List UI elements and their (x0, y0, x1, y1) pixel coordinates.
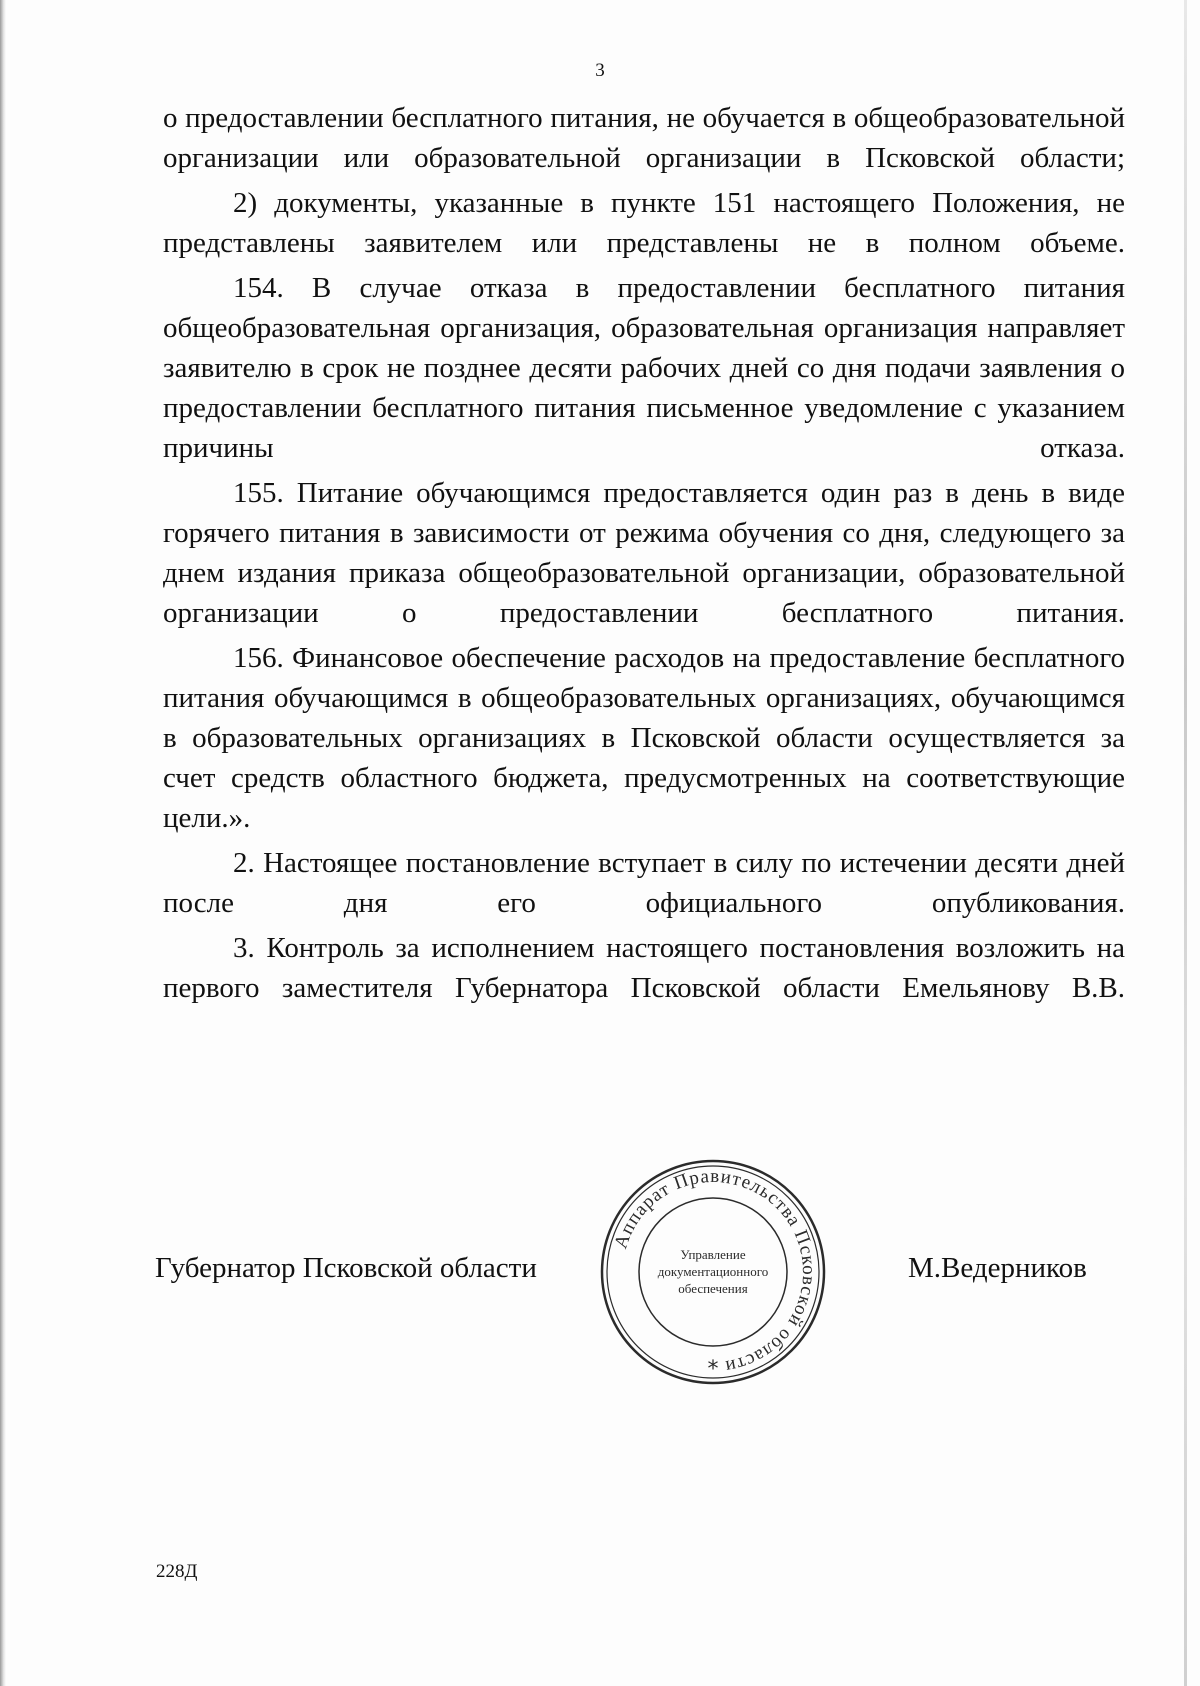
paragraph-continuation: о предоставлении бесплатного питания, не обучается в общеобразовательной организации или образовательной организации в Псковской области; (163, 102, 1125, 174)
scan-edge-right (1184, 0, 1187, 1686)
signatory-title: Губернатор Псковской области (155, 1252, 537, 1284)
official-seal (598, 1157, 828, 1387)
paragraph-clause-2: 2. Настоящее постановление вступает в силу по истечении десяти дней после дня его официального опубликования. (163, 847, 1125, 919)
paragraph-155: 155. Питание обучающимся предоставляется один раз в день в виде горячего питания в зависимости от режима обучения со дня, следующего за днем издания приказа общеобразовательной организации, образовательной организации о предоставлении бесплатного питания. (163, 477, 1125, 629)
seal-inner-line-2: документационного (657, 1264, 769, 1279)
paragraph-156: 156. Финансовое обеспечение расходов на предоставление бесплатного питания обучающимся в общеобразовательных организациях, обучающимся в образовательных организациях в Псковской области осуществляется за счет средств областного бюджета, предусмотренных на соответствующие цели.». (163, 642, 1125, 834)
page-number: 3 (595, 60, 605, 81)
paragraph-154: 154. В случае отказа в предоставлении бесплатного питания общеобразовательная организация, образовательная организация направляет заявителю в срок не позднее десяти рабочих дней со дня подачи заявления о предоставлении бесплатного питания письменное уведомление с указанием причины отказа. (163, 272, 1125, 464)
seal-inner-line-3: обеспечения (678, 1281, 748, 1296)
document-body (163, 98, 1125, 1013)
document-code: 228Д (156, 1561, 198, 1582)
paragraph-clause-3: 3. Контроль за исполнением настоящего постановления возложить на первого заместителя Губернатора Псковской области Емельянову В.В. (163, 932, 1125, 1004)
scan-edge-left (0, 0, 6, 1686)
seal-outer-text: Аппарат Правительства Псковской области (610, 1165, 820, 1378)
seal-inner-line-1: Управление (680, 1247, 746, 1262)
signatory-name: М.Ведерников (908, 1252, 1087, 1284)
paragraph-item-2: 2) документы, указанные в пункте 151 настоящего Положения, не представлены заявителем или представлены не в полном объеме. (163, 187, 1125, 259)
seal-star-icon: * (707, 1357, 719, 1382)
